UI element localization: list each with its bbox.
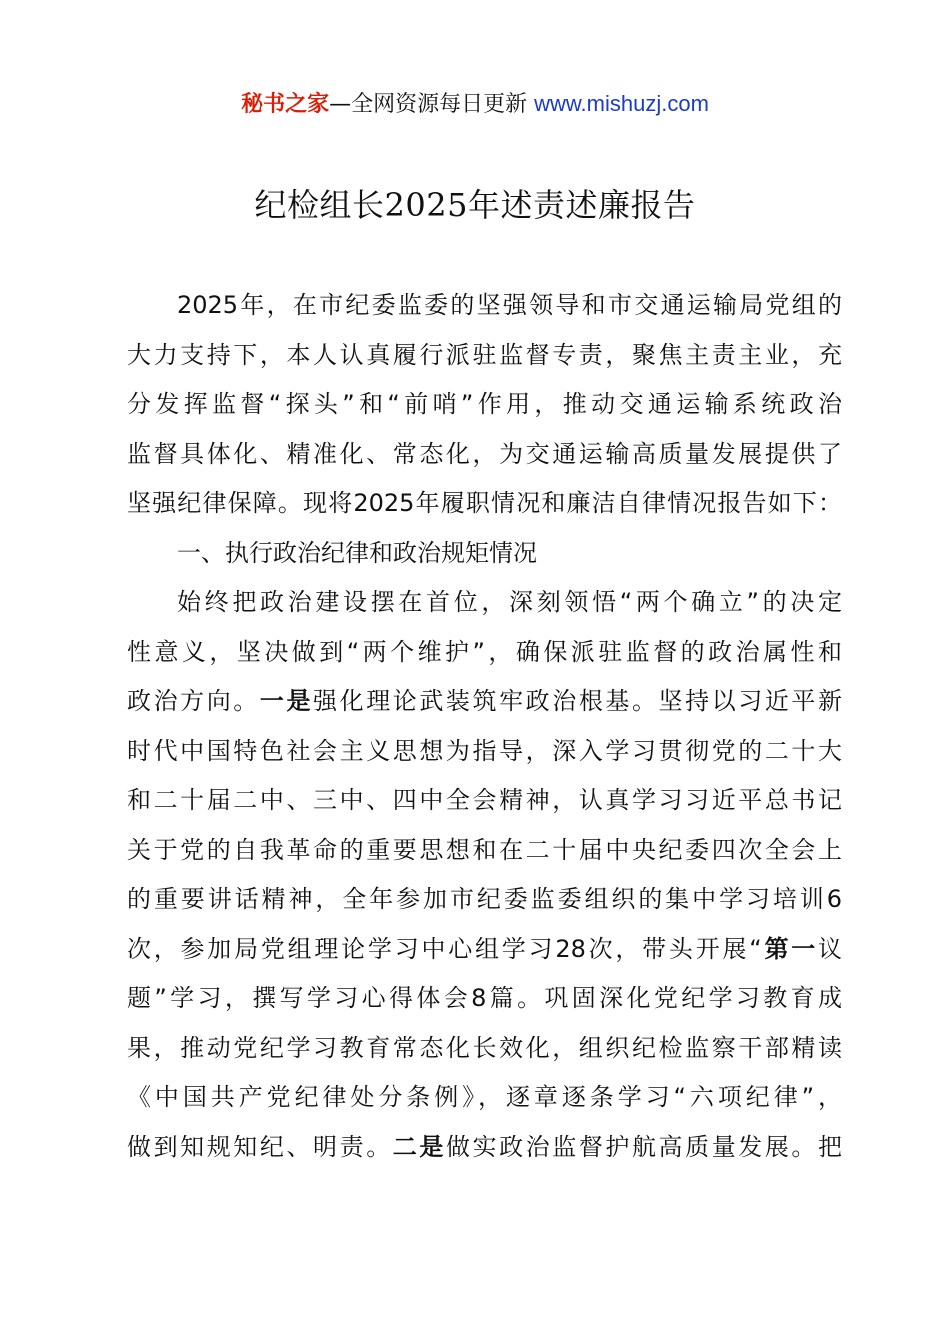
paragraph-line: 始终把政治建设摆在首位，深刻领悟“两个确立”的决定: [177, 588, 842, 616]
paragraph-line: 和二十届二中、三中、四中全会精神，认真学习习近平总书记: [127, 786, 842, 814]
line-text: 做到知规知纪、明责。: [127, 1132, 393, 1161]
line-text: 强化理论武装筑牢政治根基。坚持以习近平新: [313, 687, 843, 715]
document-title: 纪检组长2025年述责述廉报告: [254, 186, 696, 224]
bold-marker: 第一: [761, 934, 818, 963]
site-url-link[interactable]: www.mishuzj.com: [534, 91, 709, 116]
document-body: [127, 281, 842, 1172]
bold-marker: 二是: [392, 1132, 446, 1161]
paragraph-line: 坚强纪律保障。现将2025年履职情况和廉洁自律情况报告如下：: [127, 489, 842, 517]
paragraph-line: [127, 925, 842, 975]
paragraph-line: 监督具体化、精准化、常态化，为交通运输高质量发展提供了: [127, 439, 842, 468]
paragraph-line: 时代中国特色社会主义思想为指导，深入学习贯彻党的二十大: [127, 736, 842, 765]
paragraph-line: [127, 677, 842, 727]
site-header: [0, 88, 950, 121]
paragraph-line: [127, 1123, 842, 1173]
paragraph-line: 2025年，在市纪委监委的坚强领导和市交通运输局党组的: [177, 291, 842, 319]
bold-marker: 一是: [259, 687, 314, 715]
paragraph-line: 关于党的自我革命的重要思想和在二十届中央纪委四次全会上: [127, 835, 842, 864]
paragraph-line: 大力支持下，本人认真履行派驻监督专责，聚焦主责主业，充: [127, 340, 842, 369]
paragraph-line: 题”学习，撰写学习心得体会8篇。巩固深化党纪学习教育成: [127, 984, 842, 1012]
line-text: 做实政治监督护航高质量发展。把: [445, 1132, 843, 1161]
line-text: 议: [818, 934, 842, 963]
paragraph-line: 《中国共产党纪律处分条例》，逐章逐条学习“六项纪律”，: [127, 1083, 842, 1111]
paragraph-line: 的重要讲话精神，全年参加市纪委监委组织的集中学习培训6: [127, 885, 842, 913]
paragraph-line: 分发挥监督“探头”和“前哨”作用，推动交通运输系统政治: [127, 390, 842, 418]
paragraph-line: 性意义，坚决做到“两个维护”，确保派驻监督的政治属性和: [127, 637, 842, 666]
header-tagline: —全网资源每日更新: [329, 92, 528, 117]
paragraph-line: 果，推动党纪学习教育常态化长效化，组织纪检监察干部精读: [127, 1033, 842, 1062]
line-text: 政治方向。: [127, 687, 260, 715]
line-text: 次，参加局党组理论学习中心组学习28次，带头开展“: [127, 934, 762, 963]
section-heading: 一、执行政治纪律和政治规矩情况: [177, 538, 537, 567]
brand-name: 秘书之家: [241, 92, 330, 117]
